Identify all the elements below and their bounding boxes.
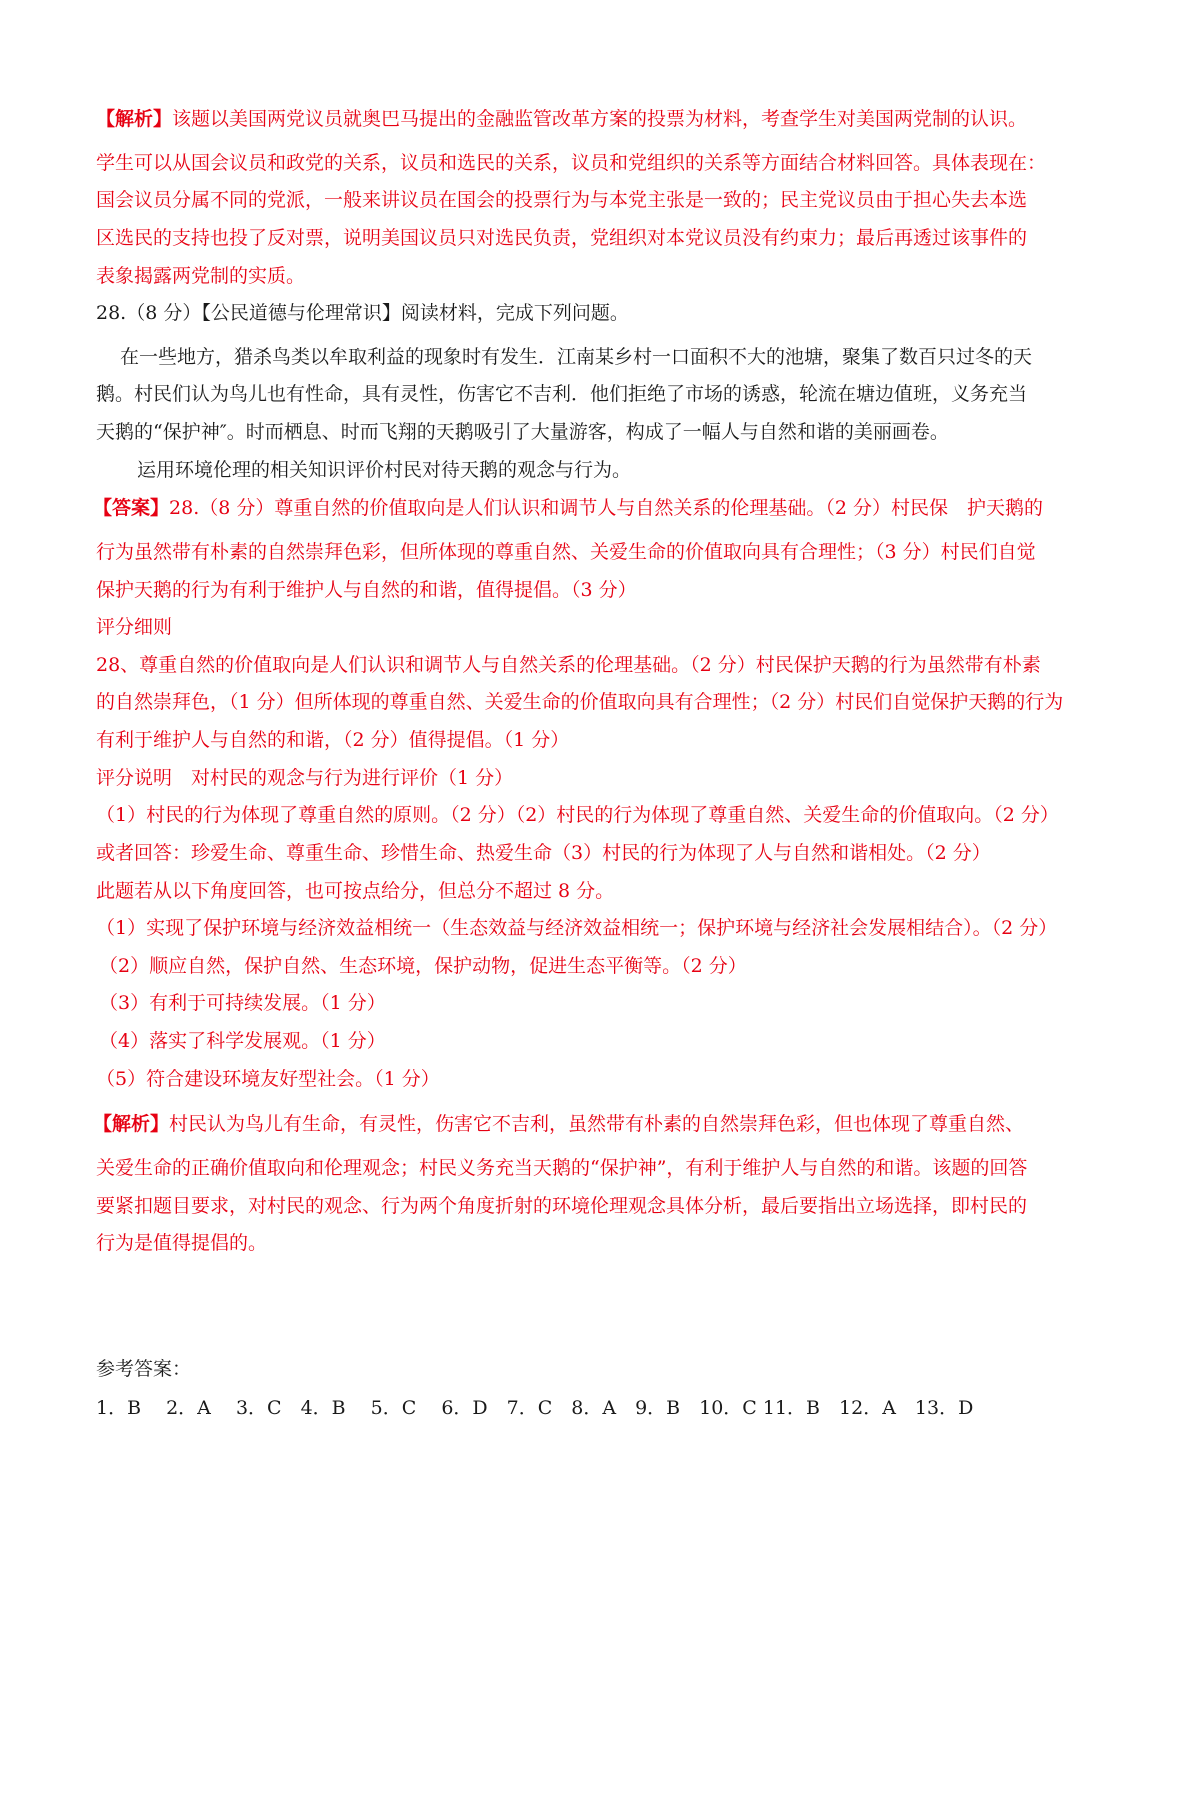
rubric-note: 评分说明 对村民的观念与行为进行评价（1 分） [96,767,514,789]
analysis1-line-4: 区选民的支持也投了反对票，说明美国议员只对选民负责，党组织对本党议员没有约束力；最后再透过该事件的 [96,227,1028,249]
analysis1-line-5: 表象揭露两党制的实质。 [96,265,306,287]
rubric-point-1: （1）实现了保护环境与经济效益相统一（生态效益与经济效益相统一；保护环境与经济社会发展相结合）。（2 分） [96,917,1058,939]
analysis2-line-3: 要紧扣题目要求，对村民的观念、行为两个角度折射的环境伦理观念具体分析，最后要指出立场选择，即村民的 [96,1195,1028,1217]
analysis2-line-2: 关爱生命的正确价值取向和伦理观念；村民义务充当天鹅的“保护神”，有利于维护人与自然的和谐。该题的回答 [96,1157,1028,1179]
reference-heading: 参考答案： [96,1358,192,1380]
rubric-point-5: （5）符合建设环境友好型社会。（1 分） [96,1068,440,1090]
rubric-line-2: 的自然崇拜色，（1 分）但所体现的尊重自然、关爱生命的价值取向具有合理性；（2 分）村民们自觉保护天鹅的行为 [96,691,1064,713]
material-line-3: 天鹅的“保护神″。时而栖息、时而飞翔的天鹅吸引了大量游客，构成了一幅人与自然和谐的美丽画卷。 [96,421,949,443]
analysis2-tag: 【解析】 [93,1113,170,1135]
material-line-2: 鹅。村民们认为鸟儿也有性命，具有灵性，伤害它不吉利．他们拒绝了市场的诱惑，轮流在塘边值班，义务充当 [96,383,1028,405]
analysis1-tag: 【解析】 [96,108,173,130]
rubric-line-1: 28、尊重自然的价值取向是人们认识和调节人与自然关系的伦理基础。（2 分）村民保护天鹅的行为虽然带有朴素 [96,654,1041,676]
question-prompt: 运用环境伦理的相关知识评价村民对待天鹅的观念与行为。 [137,459,632,481]
answer-line-2: 行为虽然带有朴素的自然崇拜色彩，但所体现的尊重自然、关爱生命的价值取向具有合理性；（3 分）村民们自觉 [96,541,1036,563]
analysis1-line-3: 国会议员分属不同的党派，一般来讲议员在国会的投票行为与本党主张是一致的；民主党议员由于担心失去本选 [96,189,1028,211]
answer-line-1: 【答案】28.（8 分）尊重自然的价值取向是人们认识和调节人与自然关系的伦理基础。（2 分）村民保 护天鹅的 [93,497,1043,519]
rubric-item-1: （1）村民的行为体现了尊重自然的原则。（2 分）（2）村民的行为体现了尊重自然、关爱生命的价值取向。（2 分） [96,804,1059,826]
rubric-heading: 评分细则 [96,616,173,638]
answer-line-3: 保护天鹅的行为有利于维护人与自然的和谐，值得提倡。（3 分） [96,579,637,601]
analysis1-line-1: 【解析】该题以美国两党议员就奥巴马提出的金融监管改革方案的投票为材料，考查学生对美国两党制的认识。 [96,108,1028,130]
rubric-point-3: （3）有利于可持续发展。（1 分） [99,992,386,1014]
answer-tag: 【答案】 [93,497,170,519]
question-28-title: 28.（8 分）【公民道德与伦理常识】阅读材料，完成下列问题。 [96,302,629,324]
analysis2-line-1: 【解析】村民认为鸟儿有生命，有灵性，伤害它不吉利，虽然带有朴素的自然崇拜色彩，但也体现了尊重自然、 [93,1113,1025,1135]
material-line-1: 在一些地方，猎杀鸟类以牟取利益的现象时有发生．江南某乡村一口面积不大的池塘，聚集了数百只过冬的天 [120,346,1033,368]
rubric-line-3: 有利于维护人与自然的和谐，（2 分）值得提倡。（1 分） [96,729,570,751]
rubric-item-2: 或者回答：珍爱生命、尊重生命、珍惜生命、热爱生命（3）村民的行为体现了人与自然和谐相处。（2 分） [96,842,991,864]
rubric-point-2: （2）顺应自然，保护自然、生态环境，保护动物，促进生态平衡等。（2 分） [99,955,747,977]
analysis2-line-4: 行为是值得提倡的。 [96,1232,268,1254]
analysis1-line-2: 学生可以从国会议员和政党的关系，议员和选民的关系，议员和党组织的关系等方面结合材料回答。具体表现在： [96,152,1047,174]
reference-answers: 1．B 2．A 3．C 4．B 5．C 6．D 7．C 8．A 9．B 10．C 11．B 12．A 13．D [96,1397,974,1419]
rubric-extra-note: 此题若从以下角度回答，也可按点给分，但总分不超过 8 分。 [96,880,615,902]
rubric-point-4: （4）落实了科学发展观。（1 分） [99,1030,386,1052]
